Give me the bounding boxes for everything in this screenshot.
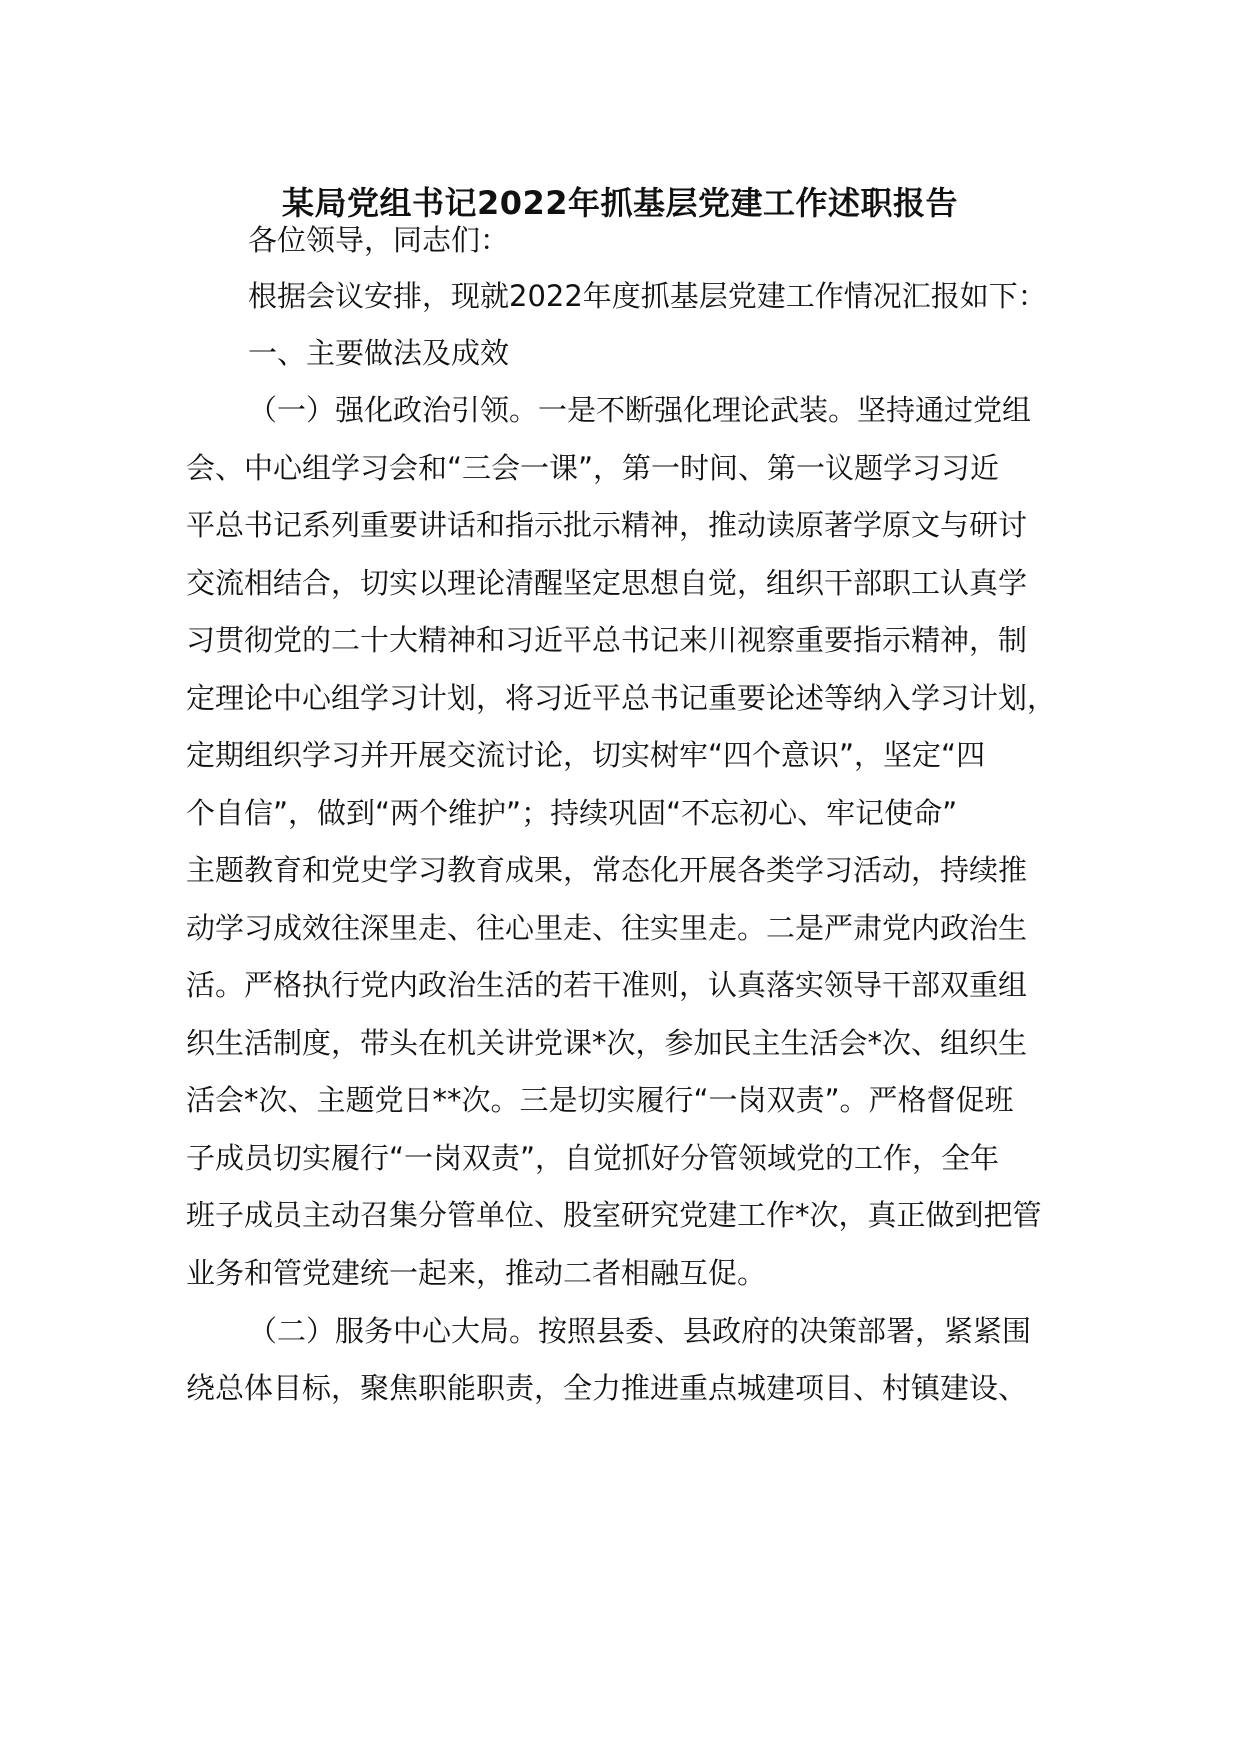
paragraph-line: 子成员切实履行“一岗双责”，自觉抓好分管领域党的工作，全年 [186, 1141, 1000, 1175]
paragraph-line: 活。严格执行党内政治生活的若干准则，认真落实领导干部双重组 [186, 968, 1028, 1002]
paragraph-line: 定理论中心组学习计划，将习近平总书记重要论述等纳入学习计划， [186, 681, 1057, 715]
paragraph-line: 活会*次、主题党日**次。三是切实履行“一岗双责”。严格督促班 [186, 1083, 1014, 1117]
section-heading: 一、主要做法及成效 [248, 336, 510, 370]
greeting: 各位领导，同志们： [248, 223, 510, 257]
paragraph-line: 习贯彻党的二十大精神和习近平总书记来川视察重要指示精神，制 [186, 623, 1028, 657]
paragraph-line: 动学习成效往深里走、往心里走、往实里走。二是严肃党内政治生 [186, 911, 1028, 945]
document-title: 某局党组书记2022年抓基层党建工作述职报告 [281, 184, 959, 222]
paragraph-line: （二）服务中心大局。按照县委、县政府的决策部署，紧紧围 [248, 1314, 1032, 1348]
paragraph-line: 个自信”，做到“两个维护”；持续巩固“不忘初心、牢记使命” [186, 796, 958, 830]
paragraph-line: 会、中心组学习会和“三会一课”，第一时间、第一议题学习习近 [186, 451, 1000, 485]
paragraph-line: 交流相结合，切实以理论清醒坚定思想自觉，组织干部职工认真学 [186, 566, 1028, 600]
paragraph-line: 绕总体目标，聚焦职能职责，全力推进重点城建项目、村镇建设、 [186, 1371, 1028, 1405]
paragraph-line: 业务和管党建统一起来，推动二者相融互促。 [186, 1256, 767, 1290]
paragraph-line: 定期组织学习并开展交流讨论，切实树牢“四个意识”，坚定“四 [186, 738, 986, 772]
paragraph-line: 班子成员主动召集分管单位、股室研究党建工作*次，真正做到把管 [186, 1198, 1042, 1232]
intro-line: 根据会议安排，现就2022年度抓基层党建工作情况汇报如下： [248, 279, 1047, 313]
paragraph-line: 织生活制度，带头在机关讲党课*次，参加民主生活会*次、组织生 [186, 1026, 1028, 1060]
paragraph-line: 平总书记系列重要讲话和指示批示精神，推动读原著学原文与研讨 [186, 508, 1028, 542]
paragraph-line: （一）强化政治引领。一是不断强化理论武装。坚持通过党组 [248, 393, 1032, 427]
paragraph-line: 主题教育和党史学习教育成果，常态化开展各类学习活动，持续推 [186, 853, 1028, 887]
